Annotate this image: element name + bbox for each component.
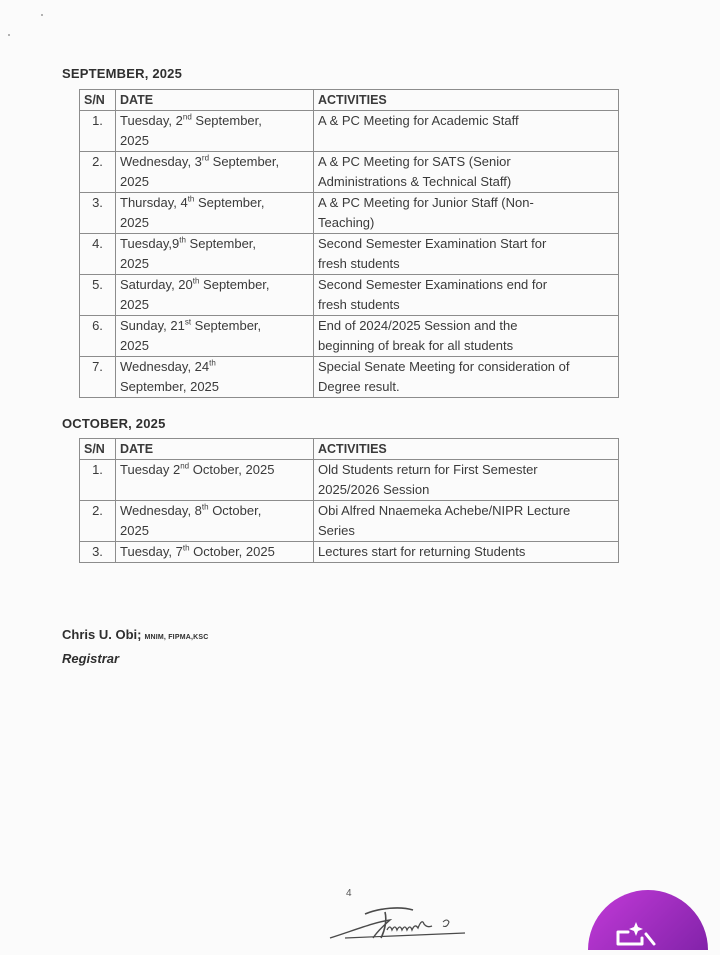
row-date: Tuesday 2nd October, 2025 — [116, 460, 314, 501]
table-row — [80, 234, 619, 275]
row-sn: 6. — [80, 316, 116, 357]
scan-speck — [8, 34, 10, 36]
row-sn: 4. — [80, 234, 116, 275]
header-date: DATE — [116, 90, 314, 111]
row-activity: A & PC Meeting for Junior Staff (Non- Teaching) — [314, 193, 619, 234]
row-activity: A & PC Meeting for SATS (Senior Administrations & Technical Staff) — [314, 152, 619, 193]
row-sn: 2. — [80, 152, 116, 193]
signatory-role: Registrar — [62, 651, 120, 666]
row-date: Thursday, 4th September, 2025 — [116, 193, 314, 234]
row-sn: 7. — [80, 357, 116, 398]
magic-edit-icon[interactable] — [588, 876, 708, 955]
table-header-row — [80, 90, 619, 111]
row-date: Saturday, 20th September, 2025 — [116, 275, 314, 316]
september-heading: SEPTEMBER, 2025 — [62, 66, 183, 81]
table-row — [80, 501, 619, 542]
row-activity: A & PC Meeting for Academic Staff — [314, 111, 619, 152]
october-heading: OCTOBER, 2025 — [62, 416, 166, 431]
signatory-block — [62, 627, 209, 642]
row-sn: 1. — [80, 111, 116, 152]
table-row — [80, 152, 619, 193]
scan-speck — [41, 14, 43, 16]
row-date: Wednesday, 8th October, 2025 — [116, 501, 314, 542]
header-sn: S/N — [80, 439, 116, 460]
row-activity: Obi Alfred Nnaemeka Achebe/NIPR Lecture Series — [314, 501, 619, 542]
row-activity: Second Semester Examination Start for fresh students — [314, 234, 619, 275]
signatory-name: Chris U. Obi; — [62, 627, 142, 642]
row-date: Tuesday, 2nd September, 2025 — [116, 111, 314, 152]
table-row — [80, 460, 619, 501]
page-number: 4 — [346, 888, 352, 899]
table-row — [80, 542, 619, 563]
signatory-postnominals: MNIM, FIPMA,KSC — [144, 634, 209, 641]
october-table — [79, 438, 619, 563]
row-sn: 3. — [80, 542, 116, 563]
table-row — [80, 275, 619, 316]
october-rows — [80, 460, 619, 563]
header-activities: ACTIVITIES — [314, 90, 619, 111]
september-rows — [80, 111, 619, 398]
handwritten-signature-icon — [325, 900, 475, 950]
row-date: Sunday, 21st September, 2025 — [116, 316, 314, 357]
header-date: DATE — [116, 439, 314, 460]
row-activity: Old Students return for First Semester 2025/2026 Session — [314, 460, 619, 501]
row-activity: Special Senate Meeting for consideration of Degree result. — [314, 357, 619, 398]
table-row — [80, 111, 619, 152]
row-sn: 3. — [80, 193, 116, 234]
table-row — [80, 316, 619, 357]
row-activity: Lectures start for returning Students — [314, 542, 619, 563]
row-activity: End of 2024/2025 Session and the beginning of break for all students — [314, 316, 619, 357]
row-activity: Second Semester Examinations end for fresh students — [314, 275, 619, 316]
row-sn: 1. — [80, 460, 116, 501]
table-header-row — [80, 439, 619, 460]
row-sn: 2. — [80, 501, 116, 542]
september-table — [79, 89, 619, 398]
row-date: Tuesday,9th September, 2025 — [116, 234, 314, 275]
row-sn: 5. — [80, 275, 116, 316]
header-activities: ACTIVITIES — [314, 439, 619, 460]
header-sn: S/N — [80, 90, 116, 111]
row-date: Wednesday, 3rd September, 2025 — [116, 152, 314, 193]
table-row — [80, 357, 619, 398]
table-row — [80, 193, 619, 234]
row-date: Wednesday, 24th September, 2025 — [116, 357, 314, 398]
row-date: Tuesday, 7th October, 2025 — [116, 542, 314, 563]
